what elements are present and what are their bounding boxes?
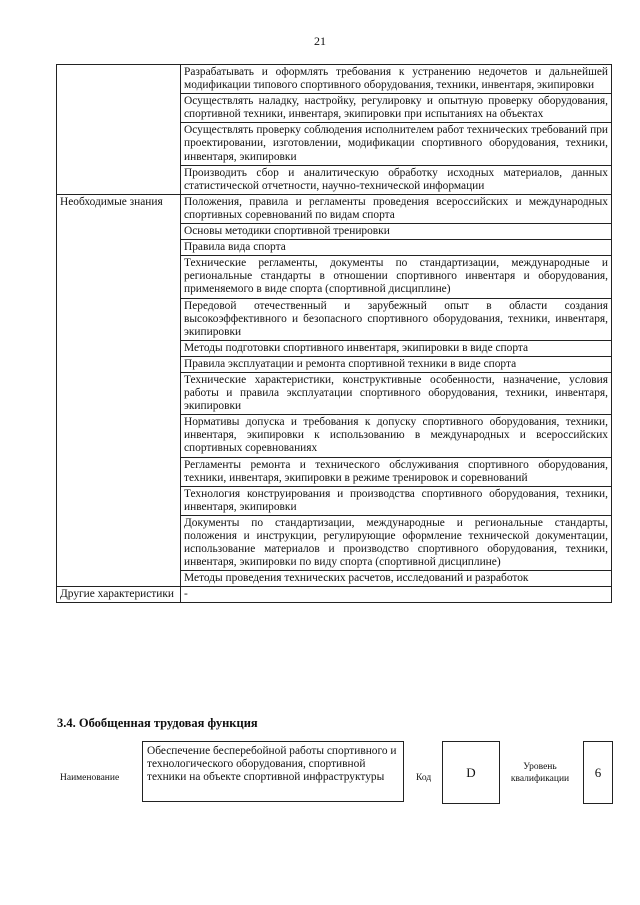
requirement-cell: Технические характеристики, конструктивные особенности, назначение, условия работы и правила эксплуатации спортивного оборудования, техники, инвентаря, экипировки — [181, 372, 612, 414]
code-label: Код — [416, 773, 432, 783]
name-value-box: Обеспечение бесперебойной работы спортивного и технологического оборудования, спортивной техники на объекте спортивной инфраструктуры — [142, 741, 404, 802]
qualification-level-label: Уровень квалификации — [510, 762, 570, 784]
table-row — [57, 65, 612, 94]
requirement-cell: Положения, правила и регламенты проведения всероссийских и международных спортивных соревнований по видам спорта — [181, 194, 612, 223]
requirement-cell: - — [181, 587, 612, 603]
requirement-cell: Осуществлять проверку соблюдения исполнителем работ технических требований при проектировании, изготовлении, модификации спортивного оборудования, техники, инвентаря, экипировки — [181, 123, 612, 165]
requirement-cell: Основы методики спортивной тренировки — [181, 224, 612, 240]
qualification-level-box: 6 — [583, 741, 613, 804]
requirement-cell: Методы подготовки спортивного инвентаря, экипировки в виде спорта — [181, 340, 612, 356]
row-group-label: Необходимые знания — [57, 194, 181, 587]
requirement-cell: Правила эксплуатации и ремонта спортивной техники в виде спорта — [181, 356, 612, 372]
competency-table-body — [57, 65, 612, 603]
section-title: 3.4. Обобщенная трудовая функция — [57, 716, 258, 730]
requirement-cell: Разрабатывать и оформлять требования к устранению недочетов и дальнейшей модификации типового спортивного оборудования, техники, инвентаря, экипировки — [181, 65, 612, 94]
requirement-cell: Производить сбор и аналитическую обработку исходных материалов, данных статистической отчетности, научно-технической информации — [181, 165, 612, 194]
code-value-box: D — [442, 741, 500, 804]
requirement-cell: Документы по стандартизации, международные и региональные стандарты, положения и инструкции, регулирующие оформление технической документации, использование материалов и производство спортивного оборудования, техники, инвентаря, экипировки по виду спорта (спортивной дисциплине) — [181, 515, 612, 570]
competency-table — [56, 64, 612, 603]
requirement-cell: Передовой отечественный и зарубежный опыт в области создания высокоэффективного и безопасного спортивного оборудования, техники, инвентаря, экипировки — [181, 298, 612, 340]
requirement-cell: Нормативы допуска и требования к допуску спортивного оборудования, техники, инвентаря, экипировки к использованию в международных и всероссийских спортивных соревнованиях — [181, 415, 612, 457]
requirement-cell: Методы проведения технических расчетов, исследований и разработок — [181, 571, 612, 587]
row-group-label — [57, 65, 181, 195]
requirement-cell: Технические регламенты, документы по стандартизации, международные и региональные стандарты в отношении спортивного инвентаря и оборудования, применяемого в виде спорта (спортивной дисциплине) — [181, 256, 612, 298]
page-number: 21 — [314, 34, 326, 48]
name-label: Наименование — [60, 773, 120, 783]
requirement-cell: Правила вида спорта — [181, 240, 612, 256]
labor-function-summary — [56, 738, 612, 808]
table-row — [57, 194, 612, 223]
requirement-cell: Осуществлять наладку, настройку, регулировку и опытную проверку оборудования, спортивной техники, инвентаря, экипировки при испытаниях на объектах — [181, 94, 612, 123]
table-row — [57, 587, 612, 603]
requirement-cell: Регламенты ремонта и технического обслуживания спортивного оборудования, техники, инвентаря, экипировки в режиме тренировок и соревнований — [181, 457, 612, 486]
row-group-label: Другие характеристики — [57, 587, 181, 603]
requirement-cell: Технология конструирования и производства спортивного оборудования, техники, инвентаря, экипировки — [181, 486, 612, 515]
